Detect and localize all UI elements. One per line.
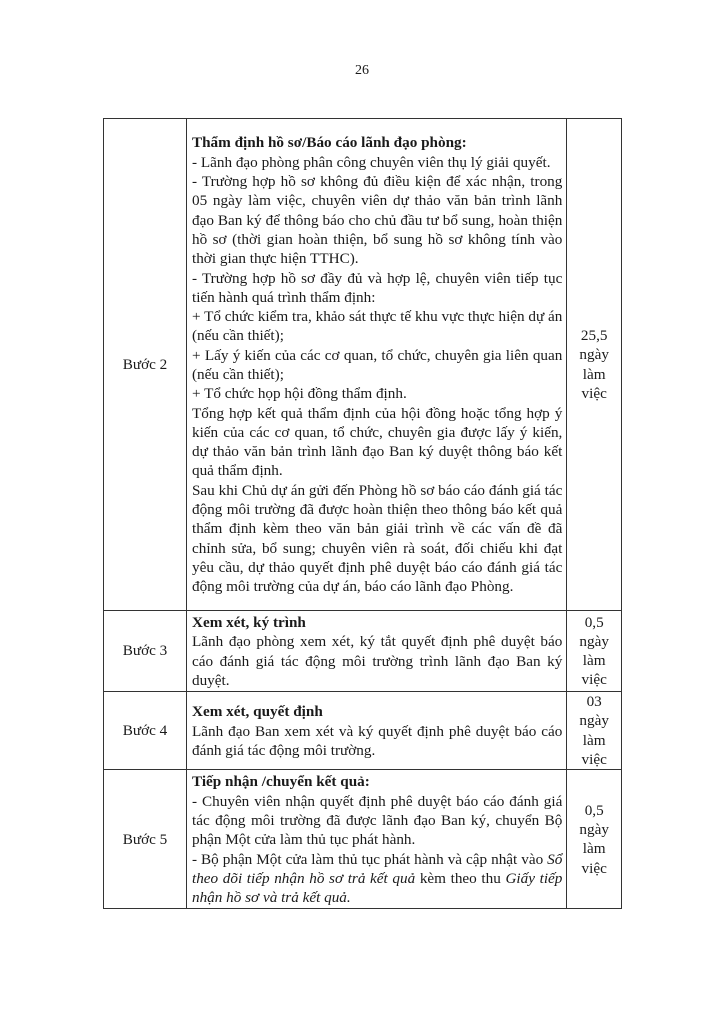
step-description (186, 119, 566, 611)
paragraph: Lãnh đạo phòng xem xét, ký tắt quyết định phê duyệt báo cáo đánh giá tác động môi trường trình lãnh đạo Ban ký duyệt. (191, 633, 563, 689)
step-title: Xem xét, quyết định (191, 703, 323, 721)
paragraph: - Trường hợp hồ sơ đầy đủ và hợp lệ, chuyên viên tiếp tục tiến hành quá trình thẩm định: (191, 269, 563, 306)
table-row-step-3 (104, 611, 622, 692)
paragraph: Lãnh đạo Ban xem xét và ký quyết định phê duyệt báo cáo đánh giá tác động môi trường. (191, 722, 563, 759)
step-duration: 25,5 ngày làm việc (567, 119, 622, 611)
paragraph: Sau khi Chủ dự án gửi đến Phòng hồ sơ báo cáo đánh giá tác động môi trường đã được hoàn thiện theo thông báo kết quả thẩm định kèm theo văn bản giải trình về các vấn đề đã chỉnh sửa, bổ sung; chuyên viên rà soát, đối chiếu khi đạt yêu cầu, dự thảo quyết định phê duyệt báo cáo đánh giá tác động môi trường của dự án, báo cáo lãnh đạo Phòng. (191, 481, 563, 596)
paragraph: + Tổ chức họp hội đồng thẩm định. (191, 385, 407, 403)
table-row-step-4 (104, 692, 622, 770)
table-row-step-5 (104, 770, 622, 909)
paragraph: Tổng hợp kết quả thẩm định của hội đồng hoặc tổng hợp ý kiến của các cơ quan, tổ chức, chuyên gia được lấy ý kiến, dự thảo văn bản trình lãnh đạo Ban ký duyệt thông báo kết quả thẩm định. (191, 404, 563, 480)
italic-segment: Sổ theo dõi tiếp nhận hồ sơ trả kết quả (191, 850, 563, 887)
italic-segment: Giấy tiếp nhận hồ sơ và trả kết quả. (191, 869, 563, 907)
paragraph: + Lấy ý kiến của các cơ quan, tổ chức, chuyên gia liên quan (nếu cần thiết); (191, 346, 563, 383)
paragraph: - Trường hợp hồ sơ không đủ điều kiện để xác nhận, trong 05 ngày làm việc, chuyên viên dự thảo văn bản trình lãnh đạo Ban ký để thông báo cho chủ đầu tư bổ sung, hoàn thiện hồ sơ (thời gian hoàn thiện, bổ sung hồ sơ không tính vào thời gian thực hiện TTHC). (191, 173, 563, 268)
step-duration: 0,5 ngày làm việc (567, 611, 622, 692)
step-description (186, 611, 566, 692)
step-duration: 0,5 ngày làm việc (567, 770, 622, 909)
page-number: 26 (355, 63, 369, 78)
step-label: Bước 5 (104, 770, 187, 909)
paragraph (192, 850, 562, 908)
text-segment: - Bộ phận Một cửa làm thủ tục phát hành và cập nhật vào (191, 850, 548, 868)
step-title: Xem xét, ký trình (191, 614, 306, 631)
paragraph: - Lãnh đạo phòng phân công chuyên viên thụ lý giải quyết. (191, 153, 551, 171)
paragraph: + Tổ chức kiểm tra, khảo sát thực tế khu vực thực hiện dự án (nếu cần thiết); (191, 308, 563, 345)
step-description (186, 692, 566, 770)
step-label: Bước 4 (104, 692, 187, 770)
step-label: Bước 2 (104, 119, 187, 611)
step-description (186, 770, 566, 909)
procedure-table (103, 118, 622, 909)
step-duration: 03 ngày làm việc (567, 692, 622, 770)
paragraph: - Chuyên viên nhận quyết định phê duyệt báo cáo đánh giá tác động môi trường đã được lãnh đạo Ban ký, chuyển Bộ phận Một cửa làm thủ tục phát hành. (191, 792, 563, 849)
step-label: Bước 3 (104, 611, 187, 692)
step-title: Tiếp nhận /chuyển kết quả: (191, 773, 370, 791)
text-segment: kèm theo thu (415, 869, 506, 887)
step-title: Thẩm định hồ sơ/Báo cáo lãnh đạo phòng: (191, 134, 467, 152)
table-row-step-2 (104, 119, 622, 611)
